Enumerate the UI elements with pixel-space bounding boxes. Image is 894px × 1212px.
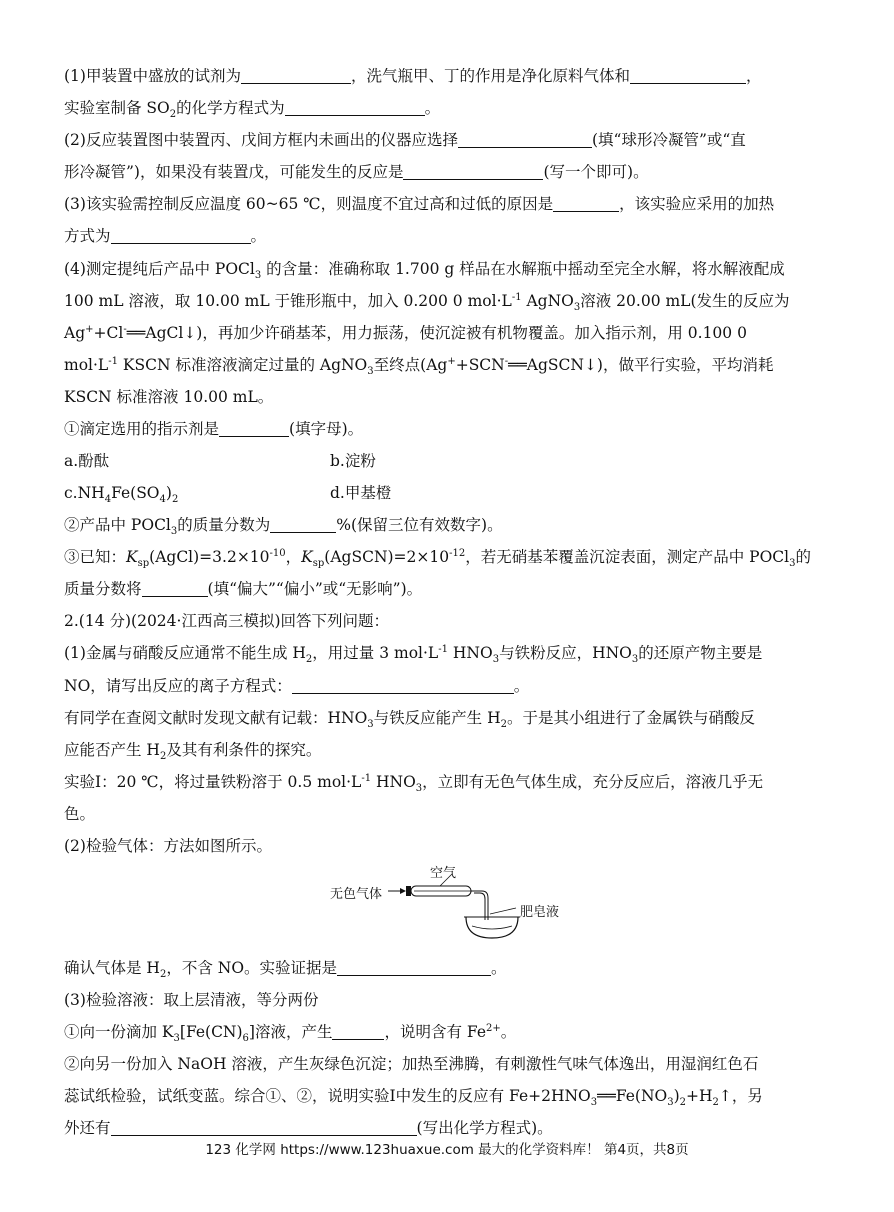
answer-blank[interactable]: [142, 580, 208, 597]
ksp-symbol: K: [301, 548, 313, 566]
text: Ag: [64, 324, 86, 342]
text: b.淀粉: [330, 452, 376, 470]
q1-part1-line1: [64, 66, 762, 86]
delivery-tube-inner: [474, 893, 485, 920]
subscript: 3: [173, 1033, 180, 1045]
q2-part2-line2: [64, 958, 507, 981]
q1-part4-line2: [64, 291, 790, 314]
q1-sub3-line2: [64, 579, 422, 599]
answer-blank[interactable]: [111, 227, 251, 244]
text: (3)检验溶液：取上层清液，等分两份: [64, 991, 319, 1009]
text: 。: [500, 1023, 517, 1041]
subscript: 3: [492, 654, 500, 666]
text: ，: [285, 548, 302, 566]
answer-blank[interactable]: [292, 677, 514, 694]
text: ══AgSCN↓)，做平行实验，平均消耗: [508, 356, 774, 374]
text: ③已知：: [64, 548, 127, 566]
q1-part4-line1: [64, 259, 785, 282]
answer-blank[interactable]: [630, 67, 746, 84]
text: a.酚酞: [64, 452, 110, 470]
text: ══Fe(NO: [597, 1087, 668, 1105]
text: 的化学方程式为: [176, 99, 285, 117]
text: (2)检验气体：方法如图所示。: [64, 837, 272, 855]
text: 形冷凝管”)，如果没有装置戊，可能发生的反应是: [64, 163, 404, 181]
text: ): [673, 1087, 680, 1105]
text: NO，请写出反应的离子方程式：: [64, 677, 292, 695]
q2-part1-line2: [64, 676, 529, 696]
answer-blank[interactable]: [270, 516, 336, 533]
subscript: 4: [159, 494, 166, 506]
text: ，说明含有 Fe: [384, 1023, 486, 1041]
q2-part1-line4: [64, 740, 322, 763]
text: ，用过量 3 mol·L: [312, 644, 439, 662]
answer-blank[interactable]: [553, 195, 619, 212]
text: ①滴定选用的指示剂是: [64, 420, 220, 438]
text: (1)甲装置中盛放的试剂为: [64, 67, 241, 85]
subscript: 3: [590, 1097, 598, 1109]
text: mol·L: [64, 356, 109, 374]
colorless-gas-label: 无色气体: [330, 887, 383, 902]
text: 。: [424, 99, 441, 117]
subscript: sp: [312, 558, 325, 570]
text: 确认气体是 H: [64, 959, 160, 977]
text: HNO: [447, 644, 493, 662]
gas-arrow-head: [400, 888, 406, 894]
text: +H: [686, 1087, 713, 1105]
answer-blank[interactable]: [219, 420, 289, 437]
q2-part1-line1: [64, 643, 763, 666]
q1-part2-line2: [64, 162, 649, 182]
text: KSCN 标准溶液滴定过量的 AgNO: [117, 356, 368, 374]
ksp-symbol: K: [126, 548, 138, 566]
text: 与铁粉反应，HNO: [499, 644, 632, 662]
stopper-icon: [406, 886, 411, 896]
text: 应能否产生 H: [64, 741, 160, 759]
q1-sub2-line: [64, 515, 503, 538]
text: 。: [513, 677, 530, 695]
q2-sub2-line2: [64, 1086, 763, 1109]
subscript: 3: [367, 366, 374, 378]
answer-blank[interactable]: [332, 1023, 384, 1040]
text: ②产品中 POCl: [64, 516, 171, 534]
answer-blank[interactable]: [111, 1119, 417, 1136]
page-footer: [0, 1138, 894, 1158]
subscript: 2: [159, 969, 167, 981]
answer-blank[interactable]: [403, 163, 543, 180]
superscript: -1: [511, 291, 522, 303]
q2-sub1-line: [64, 1022, 517, 1045]
q2-sub2-line3: [64, 1118, 553, 1138]
text: (写出化学方程式)。: [416, 1119, 553, 1137]
text: AgNO: [521, 292, 574, 310]
superscript: +: [85, 323, 94, 335]
answer-blank[interactable]: [241, 67, 351, 84]
text: 色。: [64, 805, 96, 823]
option-d: [330, 483, 391, 503]
q1-part1-line2: [64, 98, 441, 121]
text: (3)该实验需控制反应温度 60~65 ℃，则温度不宜过高和过低的原因是: [64, 195, 554, 213]
text: c.NH: [64, 484, 105, 502]
subscript: 4: [104, 494, 112, 506]
text: (填“偏大”“偏小”或“无影响”)。: [207, 580, 423, 598]
superscript: -1: [108, 355, 118, 367]
q1-part4-line4: [64, 355, 774, 378]
q1-sub1-line: [64, 419, 363, 439]
text: 与铁反应能产生 H: [373, 709, 501, 727]
text: +SCN: [455, 356, 505, 374]
text: 100 mL 溶液，取 10.00 mL 于锥形瓶中，加入 0.200 0 mol·L: [64, 292, 512, 310]
text: [Fe(CN): [179, 1023, 243, 1041]
text: (AgSCN)=2×10: [324, 548, 450, 566]
q1-part3-line1: [64, 194, 774, 214]
subscript: 2: [171, 494, 179, 506]
subscript: 6: [242, 1033, 249, 1045]
text: d.甲基橙: [330, 484, 392, 502]
text: 。: [491, 959, 507, 977]
answer-blank[interactable]: [337, 959, 491, 976]
q2-part3-line: [64, 990, 318, 1010]
superscript: +: [447, 355, 456, 367]
subscript: 3: [631, 654, 639, 666]
text: +Cl: [93, 324, 124, 342]
text: (1)金属与硝酸反应通常不能生成 H: [64, 644, 306, 662]
soap-liquid-surface: [472, 926, 512, 929]
text: (4)测定提纯后产品中 POCl: [64, 260, 255, 278]
q2-part1-line3: [64, 708, 756, 731]
option-a: [64, 451, 109, 471]
q1-part3-line2: [64, 226, 266, 246]
gas-test-apparatus-figure: [330, 862, 570, 944]
option-b: [330, 451, 376, 471]
text: ，不含 NO。实验证据是: [166, 959, 338, 977]
subscript: 3: [573, 302, 581, 314]
text: 蕊试纸检验，试纸变蓝。综合①、②，说明实验Ⅰ中发生的反应有 Fe+2HNO: [64, 1087, 591, 1105]
text: ，: [745, 67, 762, 85]
text: 的还原产物主要是: [638, 644, 763, 662]
text: 及其有利条件的探究。: [166, 741, 322, 759]
subscript: 2: [500, 719, 507, 731]
text: ①向一份滴加 K: [64, 1023, 174, 1041]
text: 质量分数将: [64, 580, 142, 598]
text: (填“球形冷凝管”或“直: [591, 131, 746, 149]
subscript: 3: [170, 526, 178, 538]
text: 至终点(Ag: [373, 356, 448, 374]
text: (写一个即可)。: [543, 163, 649, 181]
superscript: -12: [449, 547, 466, 559]
text: 的: [795, 548, 811, 566]
text: %(保留三位有效数字)。: [336, 516, 503, 534]
subscript: 2: [159, 751, 167, 763]
superscript: -: [123, 323, 127, 335]
text: ，该实验应采用的加热: [619, 195, 775, 213]
text: 2.(14 分)(2024·江西高三模拟)回答下列问题：: [64, 612, 390, 630]
answer-blank[interactable]: [285, 99, 425, 116]
subscript: sp: [137, 558, 150, 570]
soap-solution-label: 肥皂液: [520, 905, 560, 920]
subscript: 2: [169, 109, 177, 121]
option-c: [64, 483, 179, 506]
text: (AgCl)=3.2×10: [149, 548, 270, 566]
superscript: 2+: [486, 1022, 501, 1034]
q2-exp1-line2: [64, 804, 95, 824]
text: 。于是其小组进行了金属铁与硝酸反: [507, 709, 756, 727]
superscript: -10: [269, 547, 286, 559]
text: ══AgCl↓)，再加少许硝基苯，用力振荡，使沉淀被有机物覆盖。加入指示剂，用 0.100 0: [126, 324, 747, 342]
text: ，立即有无色气体生成，充分反应后，溶液几乎无: [422, 773, 764, 791]
subscript: 3: [415, 783, 423, 795]
q1-part4-line3: [64, 323, 747, 343]
soap-label-line: [490, 908, 516, 914]
q2-title: [64, 611, 389, 631]
q2-part2-line: [64, 836, 272, 856]
subscript: 3: [667, 1097, 674, 1109]
subscript: 3: [789, 558, 796, 570]
air-label: 空气: [430, 866, 457, 881]
q2-exp1-line1: [64, 772, 764, 795]
q1-sub3-line1: [64, 547, 811, 570]
q1-part2-line1: [64, 130, 746, 150]
text: ): [165, 484, 172, 502]
subscript: 2: [712, 1097, 719, 1109]
superscript: -1: [438, 643, 448, 655]
q1-part4-line5: [64, 387, 273, 407]
superscript: -1: [361, 772, 372, 784]
subscript: 3: [254, 270, 262, 282]
evaporating-dish: [466, 917, 518, 938]
text: 的质量分数为: [177, 516, 271, 534]
footer-text: 123 化学网 https://www.123huaxue.com 最大的化学资料库！ 第4页，共8页: [205, 1142, 689, 1158]
q2-sub2-line1: [64, 1054, 758, 1074]
subscript: 2: [679, 1097, 687, 1109]
text: ，洗气瓶甲、丁的作用是净化原料气体和: [350, 67, 630, 85]
text: ]溶液，产生: [248, 1023, 333, 1041]
text: 溶液 20.00 mL(发生的反应为: [580, 292, 790, 310]
text: 方式为: [64, 227, 111, 245]
text: (填字母)。: [289, 420, 364, 438]
text: HNO: [371, 773, 416, 791]
text: 。: [250, 227, 267, 245]
text: ↑，另: [718, 1087, 763, 1105]
text: (2)反应装置图中装置丙、戊间方框内未画出的仪器应选择: [64, 131, 458, 149]
text: 外还有: [64, 1119, 111, 1137]
text: 的含量：准确称取 1.700 g 样品在水解瓶中摇动至完全水解，将水解液配成: [261, 260, 785, 278]
text: 实验室制备 SO: [64, 99, 170, 117]
text: 有同学在查阅文献时发现文献有记载：HNO: [64, 709, 368, 727]
subscript: 2: [305, 654, 313, 666]
subscript: 3: [367, 719, 374, 731]
superscript: -: [504, 355, 509, 367]
text: Fe(SO: [111, 484, 160, 502]
text: 实验Ⅰ：20 ℃，将过量铁粉溶于 0.5 mol·L: [64, 773, 362, 791]
text: KSCN 标准溶液 10.00 mL。: [64, 388, 274, 406]
answer-blank[interactable]: [458, 131, 592, 148]
text: ②向另一份加入 NaOH 溶液，产生灰绿色沉淀；加热至沸腾，有刺激性气味气体逸出，用湿润红色石: [64, 1055, 759, 1073]
text: ，若无硝基苯覆盖沉淀表面，测定产品中 POCl: [465, 548, 790, 566]
